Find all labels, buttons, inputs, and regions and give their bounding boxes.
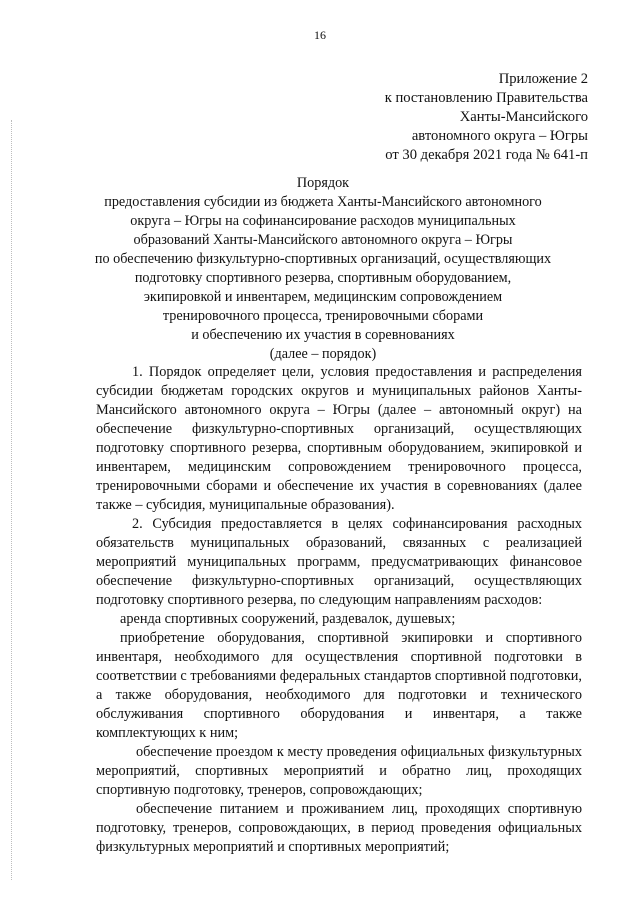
title-line: экипировкой и инвентарем, медицинским сопровождением xyxy=(143,289,503,305)
appendix-line-number: Приложение 2 xyxy=(498,71,588,87)
title-line: по обеспечению физкультурно-спортивных организаций, осуществляющих xyxy=(94,251,552,267)
appendix-line-date: от 30 декабря 2021 года № 641-п xyxy=(385,147,588,163)
expense-item-meals: обеспечение питанием и проживанием лиц, проходящих спортивную подготовку, тренеров, сопровождающих, в период проведения официальных физкультурных мероприятий и спортивных мероприятий; xyxy=(96,801,582,855)
expense-item-rent: аренда спортивных сооружений, раздевалок, душевых; xyxy=(120,611,456,627)
paragraph-2: 2. Субсидия предоставляется в целях софинансирования расходных обязательств муниципальных образований, связанных с реализацией мероприятий муниципальных программ, предусматривающих финансовое обеспечение физкультурно-спортивных организаций, осуществляющих подготовку спортивного резерва, по следующим направлениям расходов: xyxy=(96,516,582,608)
title-line: образований Ханты-Мансийского автономного округа – Югры xyxy=(133,232,513,248)
expense-item-travel: обеспечение проездом к месту проведения официальных физкультурных мероприятий, спортивных мероприятий и обратно лиц, проходящих спортивную подготовку, тренеров, сопровождающих; xyxy=(96,744,582,798)
title-line: подготовку спортивного резерва, спортивным оборудованием, xyxy=(134,270,512,286)
title-line: и обеспечению их участия в соревнованиях xyxy=(191,327,455,343)
title-line: (далее – порядок) xyxy=(269,346,377,362)
scan-margin-mark xyxy=(11,120,13,880)
document-body xyxy=(96,363,582,857)
title-line: предоставления субсидии из бюджета Ханты-Мансийского автономного xyxy=(104,194,542,210)
paragraph-1: 1. Порядок определяет цели, условия предоставления и распределения субсидии бюджетам городских округов и муниципальных районов Ханты-Мансийского автономного округа – Югры (далее – автономный округ) на обеспечение физкультурно-спортивных организаций, осуществляющих подготовку спортивного резерва, спортивным оборудованием, экипировкой и инвентарем, медицинским сопровождением тренировочного процесса, тренировочными сборами и обеспечение их участия в соревнованиях (далее также – субсидия, муниципальные образования). xyxy=(96,364,582,513)
page-number: 16 xyxy=(314,28,326,42)
appendix-block xyxy=(385,70,588,165)
appendix-line-okrug: автономного округа – Югры xyxy=(411,128,588,144)
document-title xyxy=(90,174,556,364)
title-line: тренировочного процесса, тренировочными сборами xyxy=(162,308,484,324)
title-line: округа – Югры на софинансирование расходов муниципальных xyxy=(130,213,516,229)
appendix-line-region: Ханты-Мансийского xyxy=(459,109,588,125)
appendix-line-resolution: к постановлению Правительства xyxy=(384,90,588,106)
expense-item-equipment: приобретение оборудования, спортивной экипировки и спортивного инвентаря, необходимого для осуществления спортивной подготовки в соответствии с требованиями федеральных стандартов спортивной подготовки, а также оборудования, необходимого для подготовки и технического обслуживания спортивного оборудования и инвентаря, а также комплектующих к ним; xyxy=(96,630,582,741)
title-heading: Порядок xyxy=(296,175,350,191)
